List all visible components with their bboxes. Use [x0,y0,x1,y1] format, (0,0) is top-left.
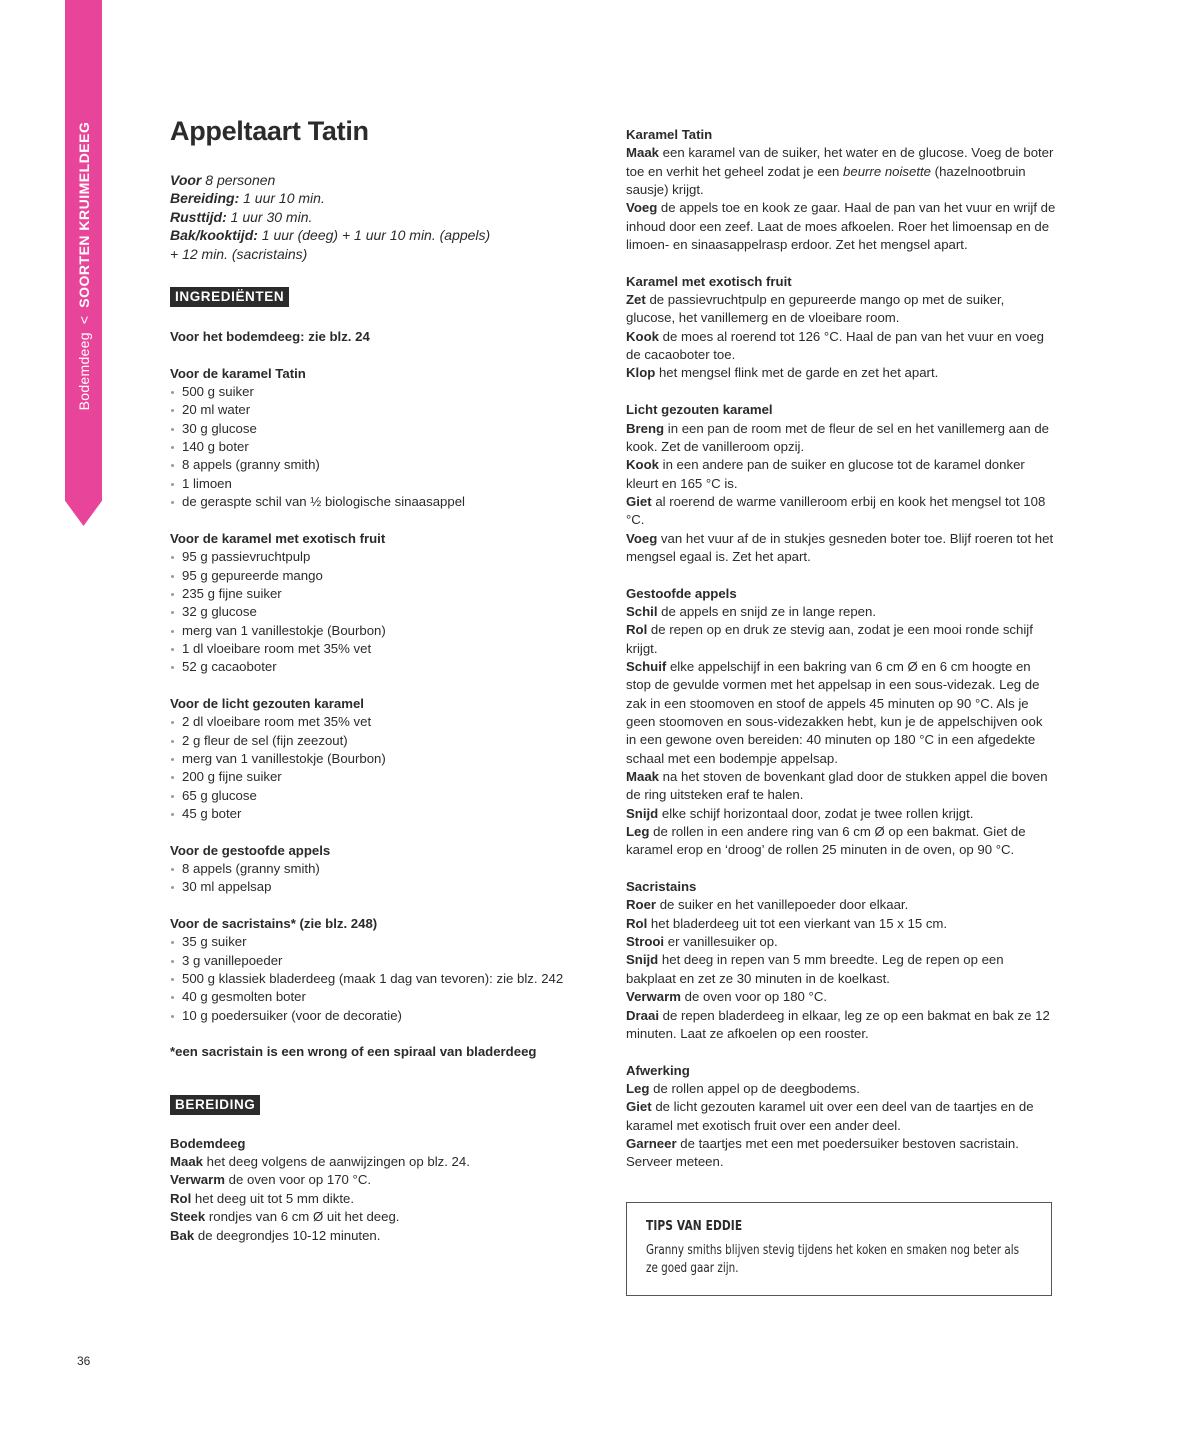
sacristain-footnote: *een sacristain is een wrong of een spiraal van bladerdeeg [170,1044,537,1060]
step-text: de deegrondjes 10-12 minuten. [194,1227,381,1243]
step-verb: Rol [170,1190,192,1206]
ingredient-item: de geraspte schil van ½ biologische sinaasappel [170,493,590,511]
meta-value: 1 uur 30 min. [226,208,313,225]
step-verb: Maak [626,769,659,785]
meta-label: Voor [170,172,202,188]
meta-label: Rusttijd: [170,208,227,225]
step-text: het mengsel flink met de garde en zet het apart. [655,365,939,381]
prep-section-title: Karamel met exotisch fruit [626,273,792,289]
step-text: de repen op en druk ze stevig aan, zodat je een mooi ronde schijf krijgt. [626,622,1033,656]
prep-step [626,658,1056,768]
prep-step [626,420,1056,457]
prep-step [626,988,1056,1006]
step-text: de oven voor op 180 °C. [680,989,828,1005]
ingredient-item: 40 g gesmolten boter [170,988,590,1006]
step-text: het deeg volgens de aanwijzingen op blz. 24. [203,1154,470,1170]
ingredients-heading: INGREDIËNTEN [170,287,289,307]
step-text: na het stoven de bovenkant glad door de stukken appel die boven de ring uitsteken eraf te halen. [626,769,1048,803]
tips-box [626,1202,1052,1296]
prep-section-exotisch-fruit [626,273,1056,383]
prep-step [626,823,1056,860]
prep-step [170,1227,590,1245]
prep-step [626,1007,1056,1044]
ingredient-item: 500 g klassiek bladerdeeg (maak 1 dag van tevoren): zie blz. 242 [170,970,590,988]
prep-step [626,805,1056,823]
ingredient-item: 2 g fleur de sel (fijn zeezout) [170,732,590,750]
step-verb: Breng [626,420,665,436]
ingredient-group-title: Voor de gestoofde appels [170,842,331,858]
prep-section-title: Gestoofde appels [626,585,737,601]
step-text: de moes al roerend tot 126 °C. Haal de pan van het vuur en voeg de cacaoboter toe. [626,328,1044,363]
step-text: de rollen in een andere ring van 6 cm Ø op een bakmat. Giet de karamel erop en ‘droog’ de rollen 25 minuten in de oven, op 90 °C. [626,824,1026,858]
meta-label: Bereiding: [170,190,240,207]
step-text: elke schijf horizontaal door, zodat je twee rollen krijgt. [658,805,974,821]
meta-bake-time [170,226,590,244]
breadcrumb-chapter: SOORTEN KRUIMELDEEG [75,121,92,308]
ingredient-item: 500 g suiker [170,383,590,401]
step-verb: Zet [626,292,646,308]
step-text: van het vuur af de in stukjes gesneden boter toe. Blijf roeren tot het mengsel egaal is. Zet het apart. [626,530,1054,564]
step-text: het deeg in repen van 5 mm breedte. Leg de repen op een bakplaat en zet ze 30 minuten in de koelkast. [626,952,1004,986]
step-verb: Schuif [626,658,667,674]
step-text: de licht gezouten karamel uit over een deel van de taartjes en de karamel met exotisch fruit over een ander deel. [626,1099,1034,1133]
recipe-title: Appeltaart Tatin [170,116,369,146]
meta-value: 1 uur 10 min. [239,190,325,207]
meta-label: Bak/kooktijd: [170,227,258,244]
meta-value: 8 personen [201,172,276,188]
ingredient-item: 3 g vanillepoeder [170,952,590,970]
prep-section-title: Karamel Tatin [626,127,713,142]
step-text: (hazelnootbruin sausje) krijgt. [626,163,1026,198]
prep-section-karamel-tatin [626,126,1056,254]
step-verb: Snijd [626,805,659,821]
step-verb: Steek [170,1209,206,1225]
step-verb: Schil [626,603,658,619]
step-verb: Verwarm [626,989,681,1005]
step-verb: Leg [626,1080,650,1096]
ingredient-item: 1 dl vloeibare room met 35% vet [170,640,590,658]
step-text: elke appelschijf in een bakring van 6 cm Ø en 6 cm hoogte en stop de gevulde vormen met het appelsap in een sous-videzak. Leg de zak in een stoomoven en stoof de appels 45 minuten op 90 °C. Als je geen stoomoven en sous-videzakken hebt, kun je de appelschijven ook in een gewone oven bereiden: 40 minuten op 180 °C in een afgedekte schaal met een bodempje appelsap. [626,658,1043,766]
prep-step [170,1208,590,1226]
bodemdeeg-reference: Voor het bodemdeeg: zie blz. 24 [170,329,370,345]
recipe-meta [170,171,590,263]
prep-step [626,951,1056,988]
step-italic: beurre noisette [843,163,932,179]
prep-step [170,1153,590,1171]
meta-value: 1 uur (deeg) + 1 uur 10 min. (appels) [257,227,491,244]
step-verb: Snijd [626,952,659,968]
prep-section-afwerking [626,1062,1056,1172]
prep-step [626,603,1056,621]
prep-section-bodemdeeg [170,1135,590,1245]
step-text: een karamel van de suiker, het water en de glucose. Voeg de boter toe en verhit het geheel zodat je een [626,145,1054,179]
step-verb: Kook [626,328,659,344]
ingredient-group-karamel-tatin [170,383,590,511]
prep-step [626,915,1056,933]
ingredient-group-title: Voor de sacristains* (zie blz. 248) [170,916,378,932]
step-verb: Giet [626,1099,652,1115]
step-verb: Voeg [626,200,658,216]
ingredient-group-sacristains [170,933,590,1025]
step-verb: Draai [626,1007,659,1023]
step-text: de suiker en het vanillepoeder door elkaar. [656,897,909,913]
ingredient-group-gezouten-karamel [170,713,590,823]
ingredient-item: 140 g boter [170,438,590,456]
ingredient-item: 20 ml water [170,401,590,419]
step-verb: Verwarm [170,1172,225,1188]
ingredient-item: 45 g boter [170,805,590,823]
prep-step [626,1098,1056,1135]
step-verb: Rol [626,915,648,931]
ingredient-group-title: Voor de licht gezouten karamel [170,695,364,711]
prep-step [626,933,1056,951]
step-text: de repen bladerdeeg in elkaar, leg ze op een bakmat en bak ze 12 minuten. Laat ze afkoelen op een rooster. [626,1007,1050,1041]
step-verb: Rol [626,622,648,638]
ingredient-item: 32 g glucose [170,603,590,621]
ingredient-group-title: Voor de karamel met exotisch fruit [170,530,386,546]
prep-step [626,768,1056,805]
step-text: de oven voor op 170 °C. [224,1172,372,1188]
ingredient-item: 65 g glucose [170,787,590,805]
ingredient-item: 95 g gepureerde mango [170,567,590,585]
prep-section-title: Licht gezouten karamel [626,402,773,418]
step-verb: Kook [626,457,659,473]
meta-bake-time-cont [170,245,590,263]
step-text: in een andere pan de suiker en glucose tot de karamel donker kleurt en 165 °C is. [626,457,1025,491]
ingredient-item: merg van 1 vanillestokje (Bourbon) [170,622,590,640]
step-verb: Maak [170,1154,203,1170]
meta-servings [170,171,590,189]
ingredient-item: 8 appels (granny smith) [170,860,590,878]
prep-section-sacristains [626,878,1056,1043]
ingredient-item: 200 g fijne suiker [170,768,590,786]
step-text: al roerend de warme vanilleroom erbij en kook het mengsel tot 108 °C. [626,493,1046,528]
step-text: de rollen appel op de deegbodems. [649,1080,860,1096]
ingredient-group-exotisch-fruit [170,548,590,676]
prep-step [626,291,1056,328]
step-verb: Giet [626,493,652,509]
step-text: de taartjes met een met poedersuiker bestoven sacristain. [676,1135,1019,1151]
tips-title: TIPS VAN EDDIE [646,1219,743,1234]
ingredient-item: 235 g fijne suiker [170,585,590,603]
ingredient-group-gestoofde-appels [170,860,590,897]
ingredient-item: 1 limoen [170,475,590,493]
tips-body: Granny smiths blijven stevig tijdens het koken en smaken nog beter als ze goed gaar zijn. [646,1243,1020,1276]
step-verb: Voeg [626,530,658,546]
prep-section-gezouten-karamel [626,401,1056,566]
step-text: er vanillesuiker op. [664,934,778,950]
ingredient-item: 30 g glucose [170,420,590,438]
prep-step [626,493,1056,530]
step-verb: Strooi [626,934,665,950]
prep-section-title: Sacristains [626,879,697,895]
ingredient-item: 35 g suiker [170,933,590,951]
prep-step [626,199,1056,254]
chapter-breadcrumb [65,0,102,526]
prep-step [170,1190,590,1208]
prep-section-gestoofde-appels [626,585,1056,860]
ingredient-item: merg van 1 vanillestokje (Bourbon) [170,750,590,768]
prep-step [626,144,1056,199]
breadcrumb-section: Bodemdeeg [75,332,92,411]
right-column [626,126,1056,1172]
prep-step [626,1135,1056,1153]
step-verb: Klop [626,365,656,381]
ingredient-group-title: Voor de karamel Tatin [170,365,306,381]
step-verb: Garneer [626,1135,677,1151]
prep-section-title: Afwerking [626,1062,690,1078]
step-text: de appels toe en kook ze gaar. Haal de pan van het vuur en wrijf de inhoud door een zeef. Laat de moes afkoelen. Roer het limoensap en de limoen- en sinaasappelrasp erdoor. Zet het mengsel apart. [626,200,1056,253]
breadcrumb-separator-icon: < [75,315,92,325]
meta-prep-time [170,189,590,207]
prep-step [626,328,1056,365]
ingredients-list [170,328,590,1062]
ingredient-item: 52 g cacaoboter [170,658,590,676]
prep-step [626,364,1056,382]
ingredient-item: 2 dl vloeibare room met 35% vet [170,713,590,731]
prep-section-title: Bodemdeeg [170,1135,246,1151]
ingredient-item: 10 g poedersuiker (voor de decoratie) [170,1007,590,1025]
prep-step [626,530,1056,567]
left-column [170,112,590,1245]
step-text: de appels en snijd ze in lange repen. [657,603,876,619]
prep-step [626,896,1056,914]
step-verb: Leg [626,824,650,840]
step-text: het bladerdeeg uit tot een vierkant van 15 x 15 cm. [647,915,948,931]
step-text: rondjes van 6 cm Ø uit het deeg. [205,1209,400,1225]
meta-value: + 12 min. (sacristains) [170,245,308,262]
step-text: in een pan de room met de fleur de sel en het vanillemerg aan de kook. Zet de vanilleroom opzij. [626,420,1049,454]
page-number: 36 [77,1354,91,1368]
step-verb: Roer [626,897,657,913]
step-verb: Maak [626,145,659,161]
ingredient-item: 8 appels (granny smith) [170,456,590,474]
step-text: het deeg uit tot 5 mm dikte. [191,1190,354,1206]
prep-step [626,621,1056,658]
ingredient-item: 95 g passievruchtpulp [170,548,590,566]
prep-step [170,1171,590,1189]
step-verb: Bak [170,1227,195,1243]
step-text: Serveer meteen. [626,1154,724,1170]
preparation-heading: BEREIDING [170,1095,260,1115]
prep-step [626,456,1056,493]
ingredient-item: 30 ml appelsap [170,878,590,896]
step-text: de passievruchtpulp en gepureerde mango op met de suiker, glucose, het vanillemerg en de vloeibare room. [626,292,1005,326]
prep-step [626,1153,1056,1171]
prep-step [626,1080,1056,1098]
meta-rest-time [170,208,590,226]
